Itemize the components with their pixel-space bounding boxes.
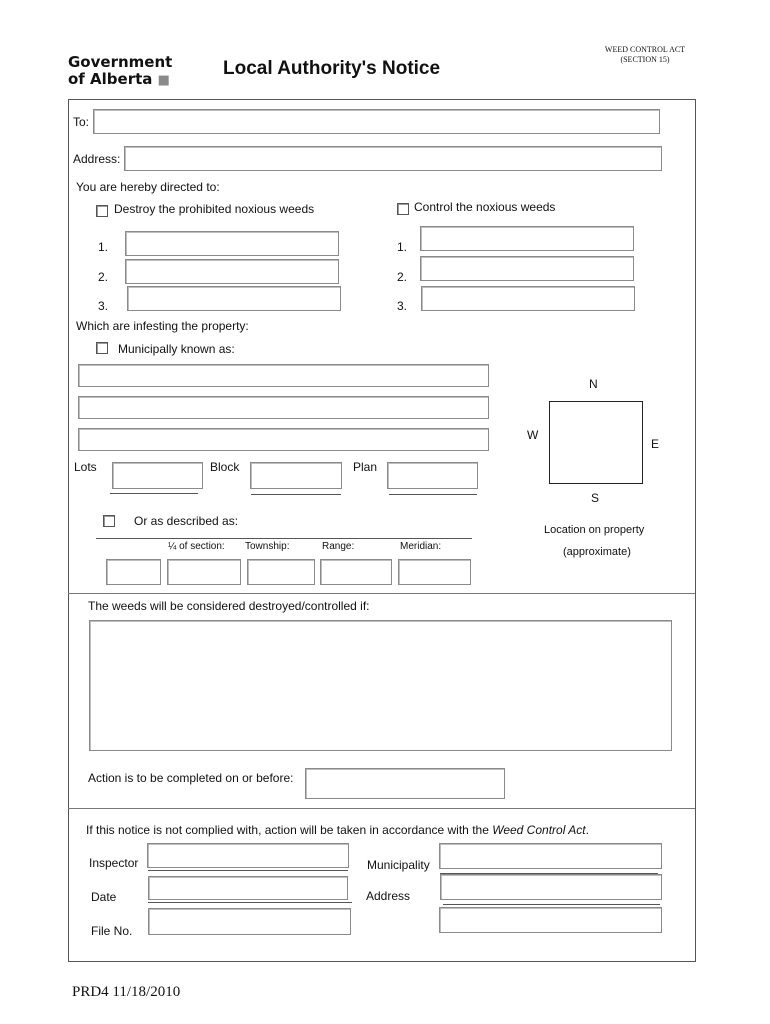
destroy-weed-1-field[interactable] <box>125 231 339 256</box>
logo-line-2-wrap <box>68 71 172 89</box>
township-header: Township: <box>245 541 290 552</box>
compliance-act-name: Weed Control Act <box>492 823 586 837</box>
page-title: Local Authority's Notice <box>223 58 441 79</box>
control-weed-3-field[interactable] <box>421 286 635 311</box>
deadline-label: Action is to be completed on or before: <box>88 771 294 785</box>
municipally-label: Municipally known as: <box>118 342 235 356</box>
plan-label: Plan <box>353 460 378 474</box>
lots-underline <box>110 493 198 494</box>
section-divider-1 <box>68 593 695 594</box>
signatory-address-line-2[interactable] <box>439 907 662 933</box>
compass-east: E <box>651 437 660 451</box>
township-field[interactable] <box>247 559 315 585</box>
to-label: To: <box>73 115 90 129</box>
location-caption: Location on property <box>544 524 645 536</box>
described-checkbox[interactable] <box>103 515 115 527</box>
deadline-field[interactable] <box>305 768 505 799</box>
lsd-field[interactable] <box>106 559 161 585</box>
meridian-field[interactable] <box>398 559 471 585</box>
municipal-address-line-1[interactable] <box>78 364 489 387</box>
signatory-address-line-1[interactable] <box>440 874 662 900</box>
destroy-label: Destroy the prohibited noxious weeds <box>114 202 315 216</box>
act-section: (SECTION 15) <box>620 55 670 64</box>
section-divider-2 <box>68 808 695 809</box>
logo-line-1: Government <box>68 53 173 71</box>
compass-north: N <box>589 377 598 391</box>
control-weed-1-field[interactable] <box>420 226 634 251</box>
location-sketch-box[interactable] <box>549 401 643 484</box>
destroy-checkbox[interactable] <box>96 205 108 217</box>
date-underline <box>148 902 352 903</box>
plan-underline <box>389 494 477 495</box>
logo-square-icon: ■ <box>157 73 170 88</box>
destroy-number-2: 2. <box>98 270 109 284</box>
compliance-notice <box>86 823 589 837</box>
municipally-checkbox[interactable] <box>96 342 108 354</box>
control-number-2: 2. <box>397 270 408 284</box>
date-field[interactable] <box>148 876 348 900</box>
compass-west: W <box>527 428 539 442</box>
compass-south: S <box>591 491 600 505</box>
directive-intro: You are hereby directed to: <box>76 180 220 194</box>
act-name: WEED CONTROL ACT <box>604 45 686 54</box>
destroy-weed-2-field[interactable] <box>125 259 339 284</box>
compliance-notice-period: . <box>585 823 589 837</box>
described-label: Or as described as: <box>134 514 239 528</box>
infesting-label: Which are infesting the property: <box>76 319 249 333</box>
file-number-label: File No. <box>91 924 133 938</box>
date-label: Date <box>91 890 117 904</box>
address-underline <box>443 904 660 905</box>
range-header: Range: <box>322 541 355 552</box>
destroy-weed-3-field[interactable] <box>127 286 341 311</box>
form-code: PRD4 11/18/2010 <box>72 984 181 1000</box>
file-number-field[interactable] <box>148 908 351 935</box>
block-field[interactable] <box>250 462 342 489</box>
control-checkbox[interactable] <box>397 203 409 215</box>
inspector-label: Inspector <box>89 856 139 870</box>
inspector-field[interactable] <box>147 843 349 868</box>
location-caption-approx: (approximate) <box>563 546 631 558</box>
municipality-field[interactable] <box>439 843 662 869</box>
quarter-section-field[interactable] <box>167 559 241 585</box>
block-label: Block <box>210 460 240 474</box>
control-label: Control the noxious weeds <box>414 200 556 214</box>
address-field[interactable] <box>124 146 662 171</box>
conditions-label: The weeds will be considered destroyed/controlled if: <box>88 599 370 613</box>
control-weed-2-field[interactable] <box>420 256 634 281</box>
inspector-underline <box>148 870 348 871</box>
address-label: Address: <box>73 152 121 166</box>
meridian-header: Meridian: <box>400 541 442 552</box>
lots-field[interactable] <box>112 462 203 489</box>
control-number-3: 3. <box>397 299 408 313</box>
logo-line-2: of Alberta <box>68 70 153 88</box>
to-field[interactable] <box>93 109 660 134</box>
control-number-1: 1. <box>397 240 408 254</box>
legal-description-rule <box>96 538 472 539</box>
compliance-notice-text: If this notice is not complied with, action will be taken in accordance with the <box>86 823 493 837</box>
signatory-address-label: Address <box>366 889 411 903</box>
lots-label: Lots <box>74 460 97 474</box>
municipal-address-line-3[interactable] <box>78 428 489 451</box>
block-underline <box>251 494 341 495</box>
government-of-alberta-logo <box>68 54 172 89</box>
municipal-address-line-2[interactable] <box>78 396 489 419</box>
conditions-field[interactable] <box>89 620 672 751</box>
destroy-number-1: 1. <box>98 240 109 254</box>
plan-field[interactable] <box>387 462 478 489</box>
municipality-label: Municipality <box>367 858 430 872</box>
quarter-section-header: ¼ of section: <box>168 541 225 552</box>
destroy-number-3: 3. <box>98 299 109 313</box>
act-reference <box>590 45 700 65</box>
range-field[interactable] <box>320 559 392 585</box>
